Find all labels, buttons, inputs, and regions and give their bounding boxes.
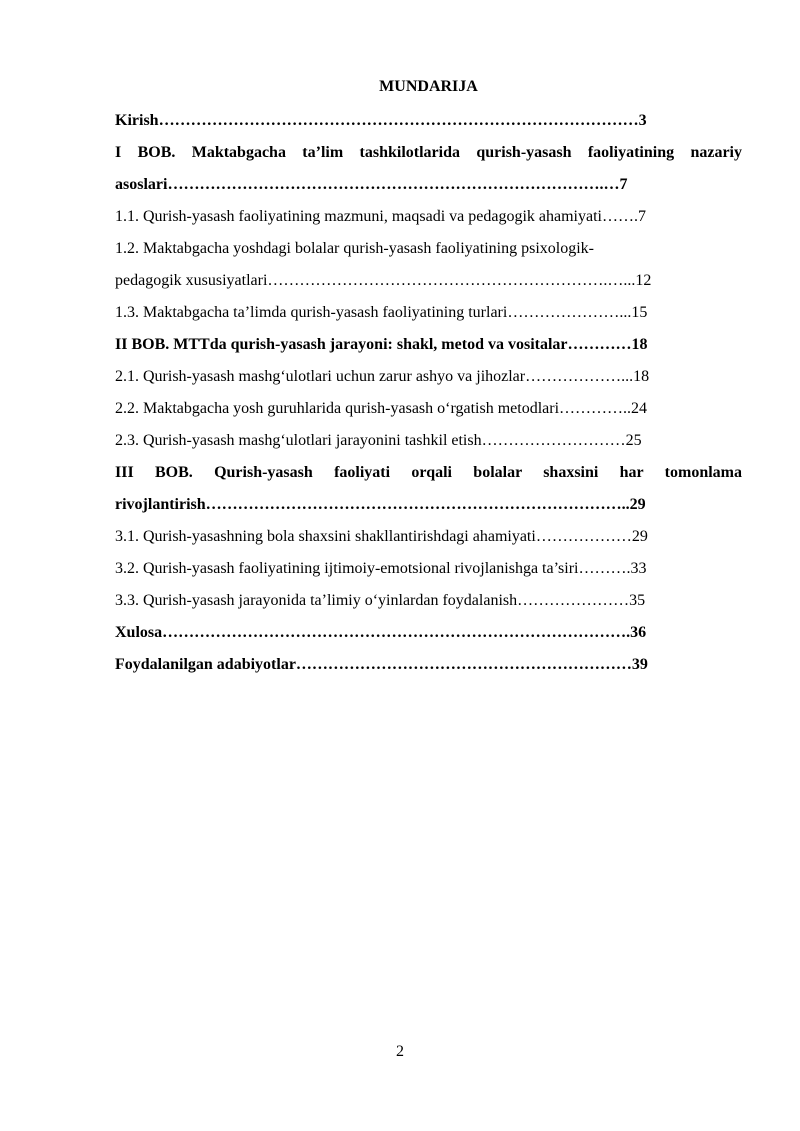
toc-entry-section-1-2: 1.2. Maktabgacha yoshdagi bolalar qurish-yasash faoliyatining psixologik- [115,240,595,257]
toc-entry-section-1-3: 1.3. Maktabgacha ta’limda qurish-yasash faoliyatining turlari…………………...15 [115,304,648,321]
toc-entry-section-2-2: 2.2. Maktabgacha yosh guruhlarida qurish-yasash o‘rgatish metodlari…………..24 [115,400,648,417]
page-title: MUNDARIJA [379,78,478,95]
toc-entry-chapter-2: II BOB. MTTda qurish-yasash jarayoni: shakl, metod va vositalar…………18 [115,336,648,353]
toc-entry-section-3-2: 3.2. Qurish-yasash faoliyatining ijtimoiy-emotsional rivojlanishga ta’siri……….33 [115,560,647,577]
toc-entry-chapter-3-continuation: rivojlantirish……………………………………………………………………..29 [115,496,646,513]
toc-entry-section-2-3: 2.3. Qurish-yasash mashg‘ulotlari jarayonini tashkil etish………………………25 [115,432,642,449]
toc-entry-chapter-1-title: I BOB. Maktabgacha ta’lim tashkilotlarida qurish-yasash faoliyatining nazariy [115,144,742,161]
toc-entry-section-1-2-continuation: pedagogik xususiyatlari……………………………………………………….…...12 [115,272,652,289]
toc-entry-xulosa: Xulosa…………………………………………………………………………….36 [115,624,647,641]
toc-entry-section-3-3: 3.3. Qurish-yasash jarayonida ta’limiy o‘yinlardan foydalanish…………………35 [115,592,646,609]
document-page [115,76,742,681]
toc-entry-section-2-1: 2.1. Qurish-yasash mashg‘ulotlari uchun zarur ashyo va jihozlar………………...18 [115,368,650,385]
toc-entry-chapter-3-title: III BOB. Qurish-yasash faoliyati orqali bolalar shaxsini har tomonlama [115,464,742,481]
page-number: 2 [396,1043,404,1060]
toc-entry-section-3-1: 3.1. Qurish-yasashning bola shaxsini shakllantirishdagi ahamiyati………………29 [115,528,648,545]
toc-entry-section-1-1: 1.1. Qurish-yasash faoliyatining mazmuni, maqsadi va pedagogik ahamiyati…….7 [115,208,646,225]
toc-entry-foydalanilgan-adabiyotlar: Foydalanilgan adabiyotlar………………………………………………………39 [115,656,648,673]
toc-entry-kirish: Kirish………………………………………………………………………………3 [115,112,647,129]
toc-entry-chapter-1-continuation: asoslari……………………………………………………………………….…7 [115,176,628,193]
table-of-contents [115,105,742,681]
